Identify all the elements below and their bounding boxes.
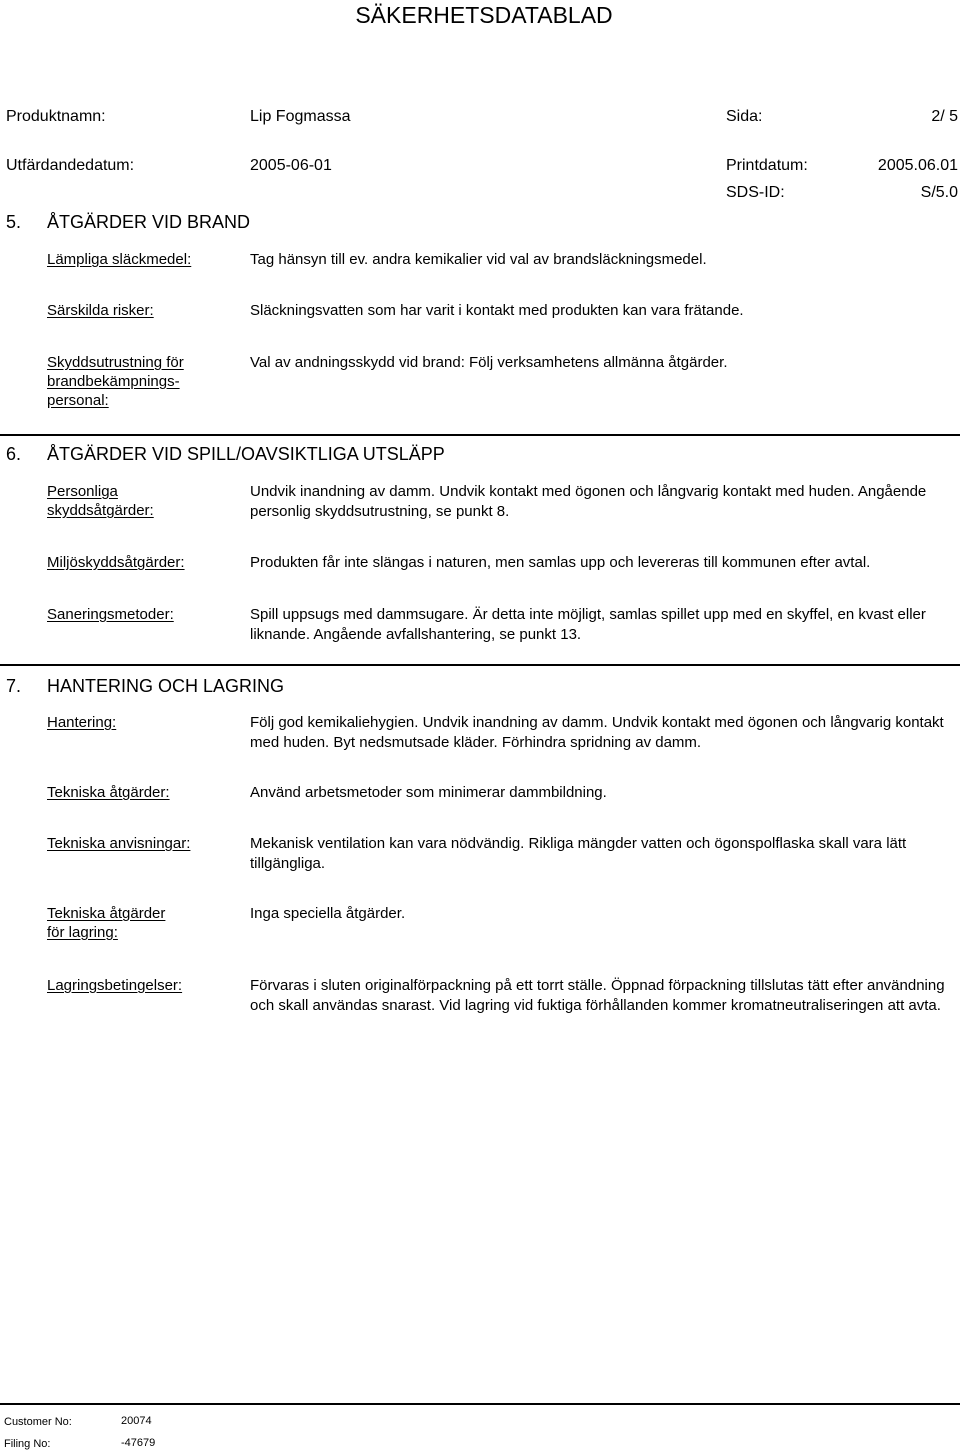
footer-divider bbox=[0, 1403, 960, 1405]
product-label: Produktnamn: bbox=[6, 108, 106, 125]
section5-title: ÅTGÄRDER VID BRAND bbox=[47, 212, 251, 232]
section-divider bbox=[0, 434, 960, 436]
section7-row4-label bbox=[47, 904, 165, 942]
section7-number: 7. bbox=[6, 676, 22, 696]
label-line: skyddsåtgärder: bbox=[47, 502, 154, 519]
sds-label: SDS-ID: bbox=[726, 184, 785, 201]
section5-number: 5. bbox=[6, 212, 22, 232]
page-value: 2/ 5 bbox=[931, 108, 958, 125]
section7-row2-value: Använd arbetsmetoder som minimerar dammbildning. bbox=[250, 784, 607, 801]
section6-row1-label bbox=[47, 482, 154, 520]
label-line: Tekniska åtgärder bbox=[47, 905, 166, 922]
customer-label: Customer No: bbox=[4, 1416, 72, 1428]
section7-row5-value: Förvaras i sluten originalförpackning på ett torrt ställe. Öppnad förpackning tillslutas tätt efter användning och skall användas snarast. Vid lagring vid fuktiga förhållanden kommer kromatneutraliseringen att avta. bbox=[250, 977, 945, 1014]
section7-row1-value: Följ god kemikaliehygien. Undvik inandning av damm. Undvik kontakt med ögonen och långvarig kontakt med huden. Byt nedsmutsade kläder. Förhindra spridning av damm. bbox=[250, 714, 944, 751]
page-label: Sida: bbox=[726, 108, 763, 125]
section7-row1-label: Hantering: bbox=[47, 714, 117, 731]
section6-row3-value: Spill uppsugs med dammsugare. Är detta inte möjligt, samlas spillet upp med en skyffel, en kvast eller liknande. Angående avfallshantering, se punkt 13. bbox=[250, 606, 926, 643]
filing-label: Filing No: bbox=[4, 1438, 51, 1450]
filing-value: -47679 bbox=[121, 1437, 156, 1449]
section6-title: ÅTGÄRDER VID SPILL/OAVSIKTLIGA UTSLÄPP bbox=[47, 444, 445, 464]
section6-row2-label: Miljöskyddsåtgärder: bbox=[47, 554, 185, 571]
customer-value: 20074 bbox=[121, 1415, 152, 1427]
section5-row3-value: Val av andningsskydd vid brand: Följ verksamhetens allmänna åtgärder. bbox=[250, 354, 728, 371]
section6-number: 6. bbox=[6, 444, 22, 464]
section7-row5-label: Lagringsbetingelser: bbox=[47, 977, 183, 994]
section5-row1-label: Lämpliga släckmedel: bbox=[47, 251, 192, 268]
section7-row3-label: Tekniska anvisningar: bbox=[47, 835, 191, 852]
section7-title: HANTERING OCH LAGRING bbox=[47, 676, 285, 696]
print-label: Printdatum: bbox=[726, 157, 808, 174]
print-value: 2005.06.01 bbox=[877, 157, 958, 174]
product-value: Lip Fogmassa bbox=[250, 108, 351, 125]
section7-row4-value: Inga speciella åtgärder. bbox=[250, 905, 406, 922]
label-line: för lagring: bbox=[47, 924, 118, 941]
section5-row2-value: Släckningsvatten som har varit i kontakt med produkten kan vara frätande. bbox=[250, 302, 744, 319]
label-line: Personliga bbox=[47, 483, 118, 500]
sds-value: S/5.0 bbox=[920, 184, 958, 201]
document-title: SÄKERHETSDATABLAD bbox=[355, 2, 613, 28]
section5-row1-value: Tag hänsyn till ev. andra kemikalier vid val av brandsläckningsmedel. bbox=[250, 251, 707, 268]
section-divider bbox=[0, 664, 960, 666]
section6-row2-value: Produkten får inte slängas i naturen, men samlas upp och levereras till kommunen efter avtal. bbox=[250, 554, 871, 571]
issued-label: Utfärdandedatum: bbox=[6, 157, 135, 174]
section6-row1-value: Undvik inandning av damm. Undvik kontakt med ögonen och långvarig kontakt med huden. Angående personlig skyddsutrustning, se punkt 8. bbox=[250, 483, 927, 520]
section7-row2-label: Tekniska åtgärder: bbox=[47, 784, 170, 801]
label-line: Skyddsutrustning för bbox=[47, 354, 184, 371]
issued-value: 2005-06-01 bbox=[250, 157, 332, 174]
section6-row3-label: Saneringsmetoder: bbox=[47, 606, 174, 623]
label-line: personal: bbox=[47, 392, 109, 409]
section7-row3-value: Mekanisk ventilation kan vara nödvändig. Rikliga mängder vatten och ögonspolflaska skall vara lätt tillgängliga. bbox=[250, 835, 907, 872]
label-line: brandbekämpnings- bbox=[47, 373, 180, 390]
section5-row2-label: Särskilda risker: bbox=[47, 302, 154, 319]
section5-row3-label bbox=[47, 353, 184, 410]
